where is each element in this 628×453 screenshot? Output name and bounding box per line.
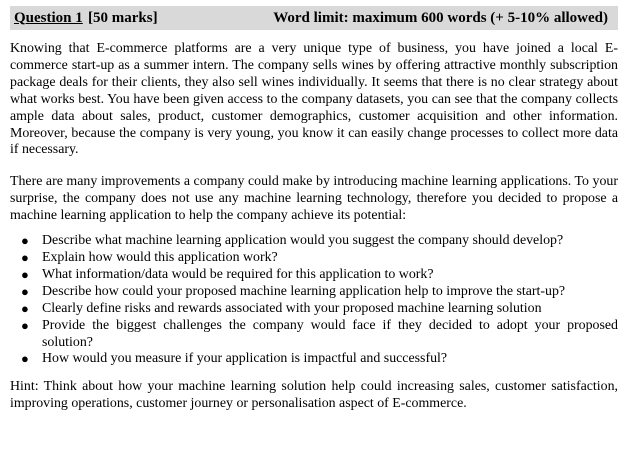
bullet-icon: ● — [21, 351, 29, 367]
list-item — [10, 233, 618, 250]
question-marks: [50 marks] — [88, 9, 158, 26]
list-item — [10, 351, 618, 368]
question-list — [10, 233, 618, 368]
list-item — [10, 301, 618, 318]
bullet-icon: ● — [21, 233, 29, 249]
list-item-text: Describe how could your proposed machine learning application help to improve the start-up? — [42, 283, 566, 299]
list-item-text: Describe what machine learning application would you suggest the company should develop? — [42, 233, 564, 249]
hint-paragraph: Hint: Think about how your machine learning solution help could increasing sales, customer satisfaction, improving operations, customer journey or personalisation aspect of E-commerce. — [10, 379, 618, 412]
word-limit: Word limit: maximum 600 words (+ 5-10% allowed) — [273, 9, 608, 26]
question-title: Question 1 — [14, 9, 83, 26]
bullet-icon: ● — [21, 249, 29, 265]
intro-paragraph: Knowing that E-commerce platforms are a very unique type of business, you have joined a local E-commerce start-up as a summer intern. The company sells wines by offering attractive monthly subscription package deals for their clients, they also sell wines individually. It seems that there is no clear strategy about what works best. You have been given access to the company datasets, you can see that the company collects ample data about sales, product, customer demographics, customer acquisition and other information. Moreover, because the company is very young, you know it can easily change processes to collect more data if necessary. — [10, 41, 618, 158]
list-item — [10, 284, 618, 301]
list-item-text: Explain how would this application work? — [42, 249, 278, 265]
bullet-icon: ● — [21, 283, 29, 299]
question-header — [10, 6, 618, 30]
list-item — [10, 318, 618, 352]
bullet-icon: ● — [21, 300, 29, 316]
list-item — [10, 267, 618, 284]
bullet-icon: ● — [21, 266, 29, 282]
list-item-text: Provide the biggest challenges the company would face if they decided to adopt your proposed solution? — [42, 317, 618, 350]
bullet-icon: ● — [21, 317, 29, 333]
list-item-text: Clearly define risks and rewards associated with your proposed machine learning solution — [42, 300, 542, 316]
list-item-text: What information/data would be required for this application to work? — [42, 266, 434, 282]
list-item — [10, 250, 618, 267]
list-item-text: How would you measure if your application is impactful and successful? — [42, 351, 448, 367]
task-paragraph: There are many improvements a company could make by introducing machine learning applications. To your surprise, the company does not use any machine learning technology, therefore you decided to propose a machine learning application to help the company achieve its potential: — [10, 174, 618, 224]
